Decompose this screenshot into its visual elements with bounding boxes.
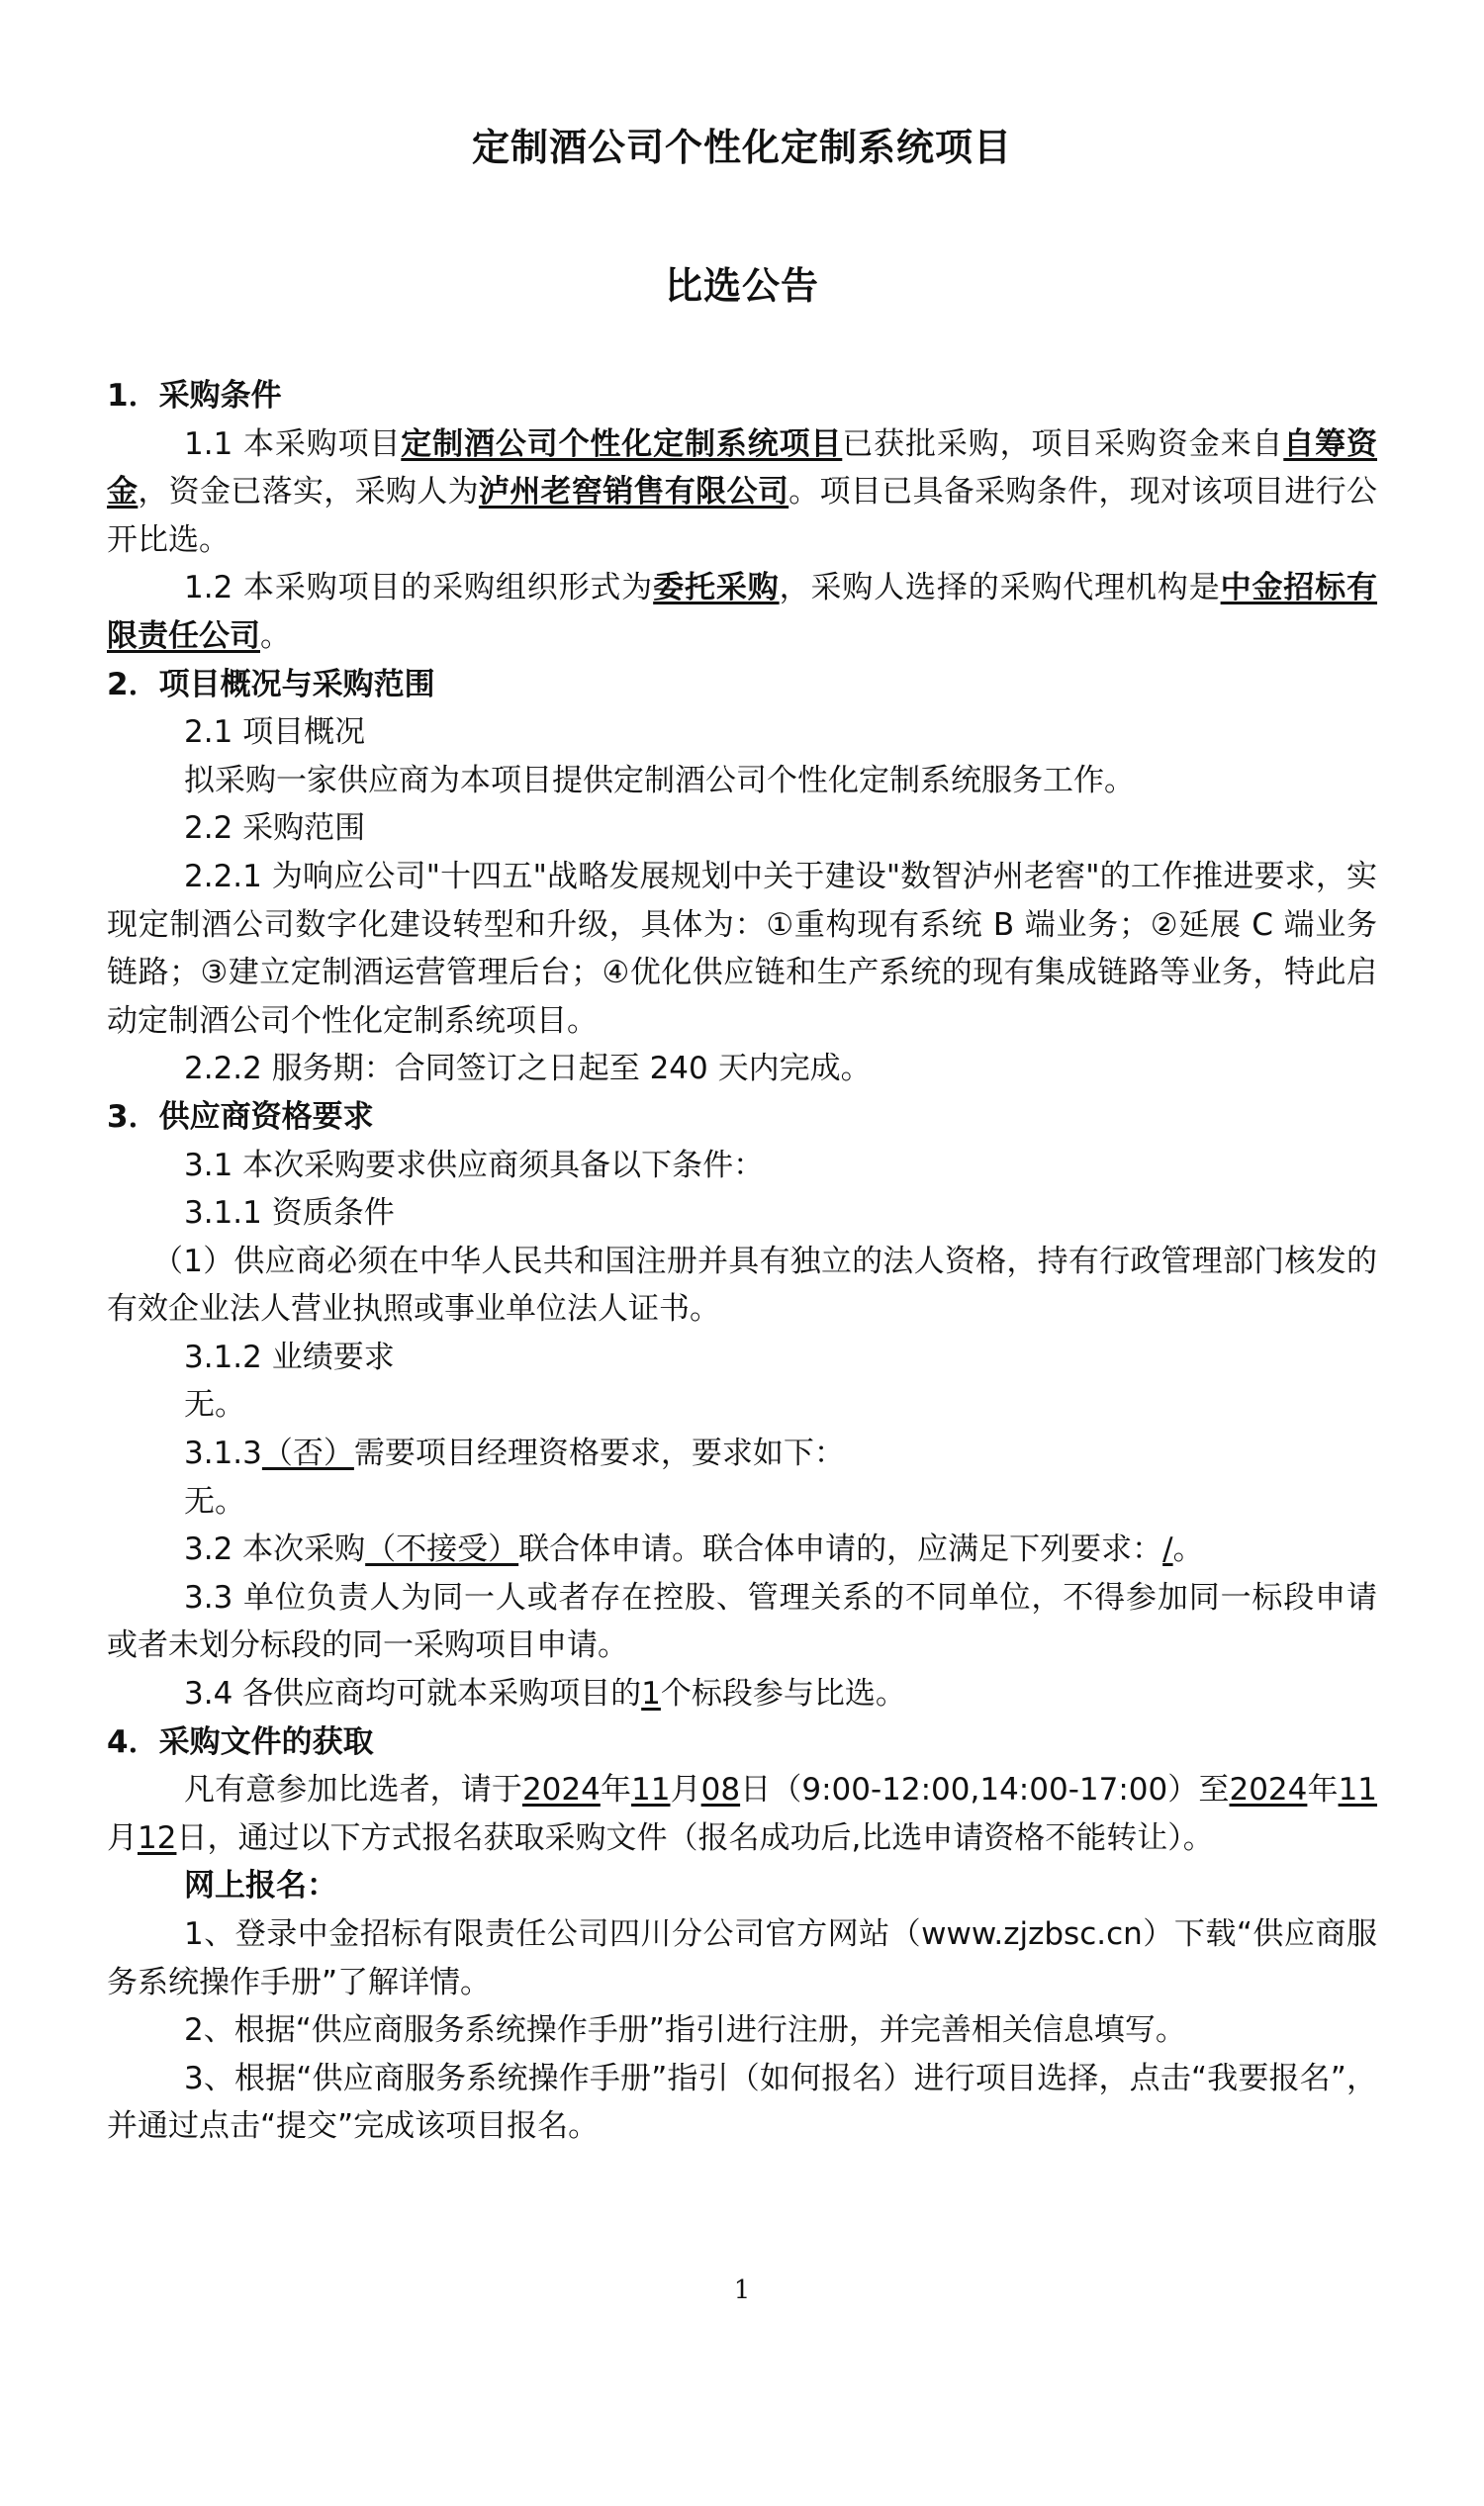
registration-step-1: 1、登录中金招标有限责任公司四川分公司官方网站（www.zjzbsc.cn）下载“供应商服务系统操作手册”了解详情。 — [107, 1916, 1377, 2000]
paragraph-3-1-2: 无。 — [184, 1387, 245, 1424]
text: 3.1.3 — [184, 1436, 262, 1472]
paragraph-3-1-3 — [107, 1430, 1377, 1478]
purchaser-name: 泸州老窖销售有限公司 — [478, 474, 789, 510]
subheading-2-2: 2.2 采购范围 — [184, 810, 366, 847]
section-heading-3: 3．供应商资格要求 — [107, 1098, 374, 1135]
text: 3.2 本次采购 — [184, 1531, 366, 1568]
text: 。 — [1172, 1531, 1204, 1568]
subheading-2-1: 2.1 项目概况 — [184, 714, 366, 751]
start-day: 08 — [700, 1772, 741, 1809]
consortium-requirement: / — [1162, 1531, 1173, 1568]
section-heading-4: 4．采购文件的获取 — [107, 1723, 374, 1760]
paragraph-3-1-1: （1）供应商必须在中华人民共和国注册并具有独立的法人资格，持有行政管理部门核发的有效企业法人营业执照或事业单位法人证书。 — [107, 1243, 1377, 1328]
paragraph-2-1: 拟采购一家供应商为本项目提供定制酒公司个性化定制系统服务工作。 — [184, 762, 1135, 798]
text: ，资金已落实，采购人为 — [138, 474, 479, 510]
text: 月 — [670, 1772, 701, 1809]
text: 日，通过以下方式报名获取采购文件（报名成功后,比选申请资格不能转让）。 — [176, 1819, 1214, 1856]
document-subtitle: 比选公告 — [664, 264, 819, 308]
text: 月 — [107, 1819, 138, 1856]
online-registration-heading: 网上报名： — [184, 1868, 337, 1904]
subheading-3-1-2: 3.1.2 业绩要求 — [184, 1339, 395, 1375]
paragraph-1-1 — [107, 420, 1377, 565]
procurement-form: 委托采购 — [653, 570, 780, 606]
registration-step-3: 3、根据“供应商服务系统操作手册”指引（如何报名）进行项目选择，点击“我要报名”，并通过点击“提交”完成该项目报名。 — [107, 2060, 1377, 2145]
text: 个标段参与比选。 — [660, 1676, 906, 1713]
page-number: 1 — [733, 2275, 751, 2305]
text: 需要项目经理资格要求，要求如下： — [353, 1436, 845, 1472]
pm-requirement-flag: （否） — [261, 1436, 354, 1472]
project-name: 定制酒公司个性化定制系统项目 — [401, 425, 843, 462]
text: 。 — [260, 617, 291, 654]
end-month: 11 — [1338, 1772, 1378, 1809]
text: 1.2 本采购项目的采购组织形式为 — [184, 570, 654, 606]
text: 凡有意参加比选者，请于 — [184, 1772, 522, 1809]
start-year: 2024 — [521, 1772, 601, 1809]
paragraph-2-2-2: 2.2.2 服务期：合同签订之日起至 240 天内完成。 — [184, 1051, 872, 1087]
paragraph-3-1: 3.1 本次采购要求供应商须具备以下条件： — [184, 1147, 765, 1183]
end-year: 2024 — [1229, 1772, 1308, 1809]
consortium-flag: （不接受） — [365, 1531, 519, 1568]
registration-step-2: 2、根据“供应商服务系统操作手册”指引进行注册，并完善相关信息填写。 — [184, 2012, 1186, 2049]
fund-source: 自筹资金 — [107, 425, 1378, 510]
text: 已获批采购，项目采购资金来自 — [842, 425, 1284, 462]
document-body — [107, 372, 1377, 2151]
text: 日（9:00-12:00,14:00-17:00）至 — [740, 1772, 1230, 1809]
text: 年 — [600, 1772, 632, 1809]
paragraph-3-2 — [107, 1526, 1377, 1574]
section-heading-1: 1．采购条件 — [107, 378, 282, 414]
paragraph-4 — [107, 1766, 1377, 1862]
agency-name: 中金招标有限责任公司 — [107, 570, 1378, 654]
paragraph-2-2-1: 2.2.1 为响应公司"十四五"战略发展规划中关于建设"数智泸州老窖"的工作推进要求，实现定制酒公司数字化建设转型和升级，具体为：①重构现有系统 B 端业务；②延展 C 端业务链路；③建立定制酒运营管理后台；④优化供应链和生产系统的现有集成链路等业务，特此启动定制酒公司个性化定制系统项目。 — [107, 858, 1377, 1039]
text: ，采购人选择的采购代理机构是 — [779, 570, 1221, 606]
subheading-3-1-1: 3.1.1 资质条件 — [184, 1195, 395, 1232]
end-day: 12 — [138, 1819, 177, 1856]
text: 年 — [1307, 1772, 1339, 1809]
text: 3.4 各供应商均可就本采购项目的 — [184, 1676, 642, 1713]
text: 联合体申请。联合体申请的，应满足下列要求： — [518, 1531, 1163, 1568]
document-title: 定制酒公司个性化定制系统项目 — [471, 126, 1012, 169]
lot-count: 1 — [641, 1676, 661, 1713]
section-heading-2: 2．项目概况与采购范围 — [107, 666, 435, 702]
paragraph-3-1-3-value: 无。 — [184, 1483, 245, 1520]
paragraph-3-4 — [107, 1670, 1377, 1718]
paragraph-3-3: 3.3 单位负责人为同一人或者存在控股、管理关系的不同单位，不得参加同一标段申请或者未划分标段的同一采购项目申请。 — [107, 1579, 1377, 1664]
paragraph-1-2 — [107, 564, 1377, 660]
text: 1.1 本采购项目 — [184, 425, 402, 462]
start-month: 11 — [631, 1772, 671, 1809]
text: 。项目已具备采购条件，现对该项目进行公开比选。 — [107, 474, 1378, 558]
